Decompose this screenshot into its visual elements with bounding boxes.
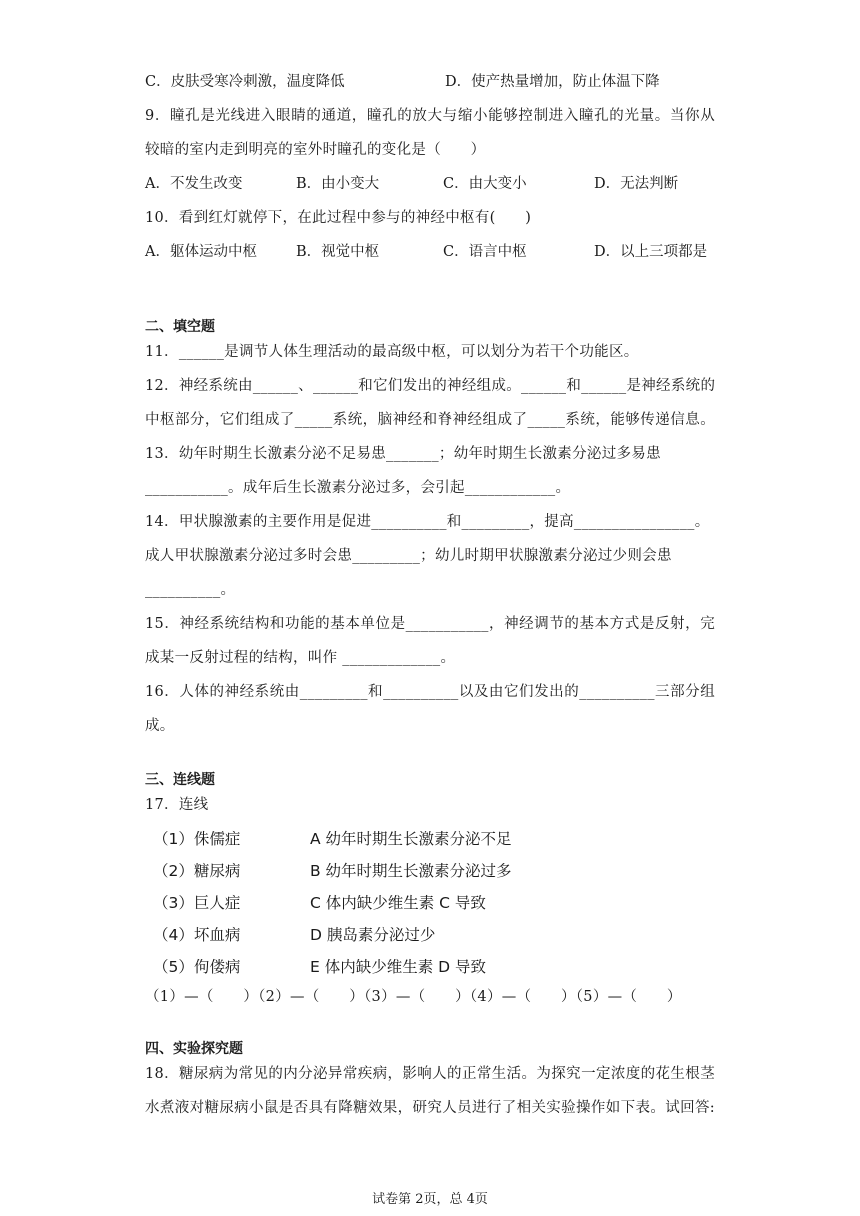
q9-stem-line1: 9．瞳孔是光线进入眼睛的通道，瞳孔的放大与缩小能够控制进入瞳孔的光量。当你从 — [145, 108, 715, 124]
q13-line1: 13．幼年时期生长激素分泌不足易患_______；幼年时期生长激素分泌过多易患 — [145, 446, 661, 462]
q8-option-c: C．皮肤受寒冷刺激，温度降低 — [145, 74, 345, 90]
section-3-title: 三、连线题 — [145, 772, 215, 788]
q12-line1: 12．神经系统由______、______和它们发出的神经组成。______和______是神经系统的 — [145, 378, 716, 394]
q14-line3: __________。 — [145, 582, 236, 598]
match-left-4: （4）坏血病 — [153, 926, 241, 944]
q8-option-d: D．使产热量增加，防止体温下降 — [445, 74, 660, 90]
q9-stem-line2: 较暗的室内走到明亮的室外时瞳孔的变化是（ ） — [145, 142, 486, 158]
match-left-5: （5）佝偻病 — [153, 958, 241, 976]
q12-line2: 中枢部分，它们组成了_____系统，脑神经和脊神经组成了_____系统，能够传递信息。 — [145, 412, 715, 428]
q11: 11．______是调节人体生理活动的最高级中枢，可以划分为若干个功能区。 — [145, 344, 639, 360]
q10-stem: 10．看到红灯就停下，在此过程中参与的神经中枢有( ) — [145, 210, 532, 226]
section-4-title: 四、实验探究题 — [145, 1041, 243, 1057]
match-left-3: （3）巨人症 — [153, 894, 241, 912]
q10-option-a: A．躯体运动中枢 — [145, 244, 257, 260]
q17-stem: 17．连线 — [145, 797, 209, 813]
q14-line2: 成人甲状腺激素分泌过多时会患_________；幼儿时期甲状腺激素分泌过少则会患 — [145, 548, 672, 564]
q9-option-b: B．由小变大 — [296, 176, 380, 192]
q16-line2: 成。 — [145, 718, 175, 734]
q13-line2: ___________。成年后生长激素分泌过多，会引起____________。 — [145, 480, 571, 496]
match-right-a: A 幼年时期生长激素分泌不足 — [310, 830, 512, 848]
q18-line2: 水煮液对糖尿病小鼠是否具有降糖效果，研究人员进行了相关实验操作如下表。试回答: — [145, 1100, 715, 1116]
section-2-title: 二、填空题 — [145, 319, 215, 335]
q14-line1: 14．甲状腺激素的主要作用是促进__________和_________，提高________________。 — [145, 514, 710, 530]
q16-line1: 16．人体的神经系统由_________和__________以及由它们发出的__________三部分组 — [145, 684, 715, 700]
match-right-c: C 体内缺少维生素 C 导致 — [310, 894, 486, 912]
q17-answer-line: （1）—（ ）（2）—（ ）（3）—（ ）（4）—（ ）（5）—（ ） — [145, 989, 682, 1005]
match-right-b: B 幼年时期生长激素分泌过多 — [310, 862, 512, 880]
match-left-1: （1）侏儒症 — [153, 830, 241, 848]
page-footer: 试卷第 2页，总 4页 — [372, 1192, 488, 1207]
match-right-d: D 胰岛素分泌过少 — [310, 926, 436, 944]
q10-option-c: C．语言中枢 — [443, 244, 527, 260]
q10-option-b: B．视觉中枢 — [296, 244, 380, 260]
match-left-2: （2）糖尿病 — [153, 862, 241, 880]
q10-option-d: D．以上三项都是 — [594, 244, 708, 260]
q9-option-d: D．无法判断 — [594, 176, 679, 192]
q9-option-c: C．由大变小 — [443, 176, 527, 192]
q15-line2: 成某一反射过程的结构，叫作 _____________。 — [145, 650, 456, 666]
q18-line1: 18．糖尿病为常见的内分泌异常疾病，影响人的正常生活。为探究一定浓度的花生根茎 — [145, 1066, 715, 1082]
match-right-e: E 体内缺少维生素 D 导致 — [310, 958, 487, 976]
q9-option-a: A．不发生改变 — [145, 176, 243, 192]
q15-line1: 15．神经系统结构和功能的基本单位是___________，神经调节的基本方式是反射，完 — [145, 616, 715, 632]
